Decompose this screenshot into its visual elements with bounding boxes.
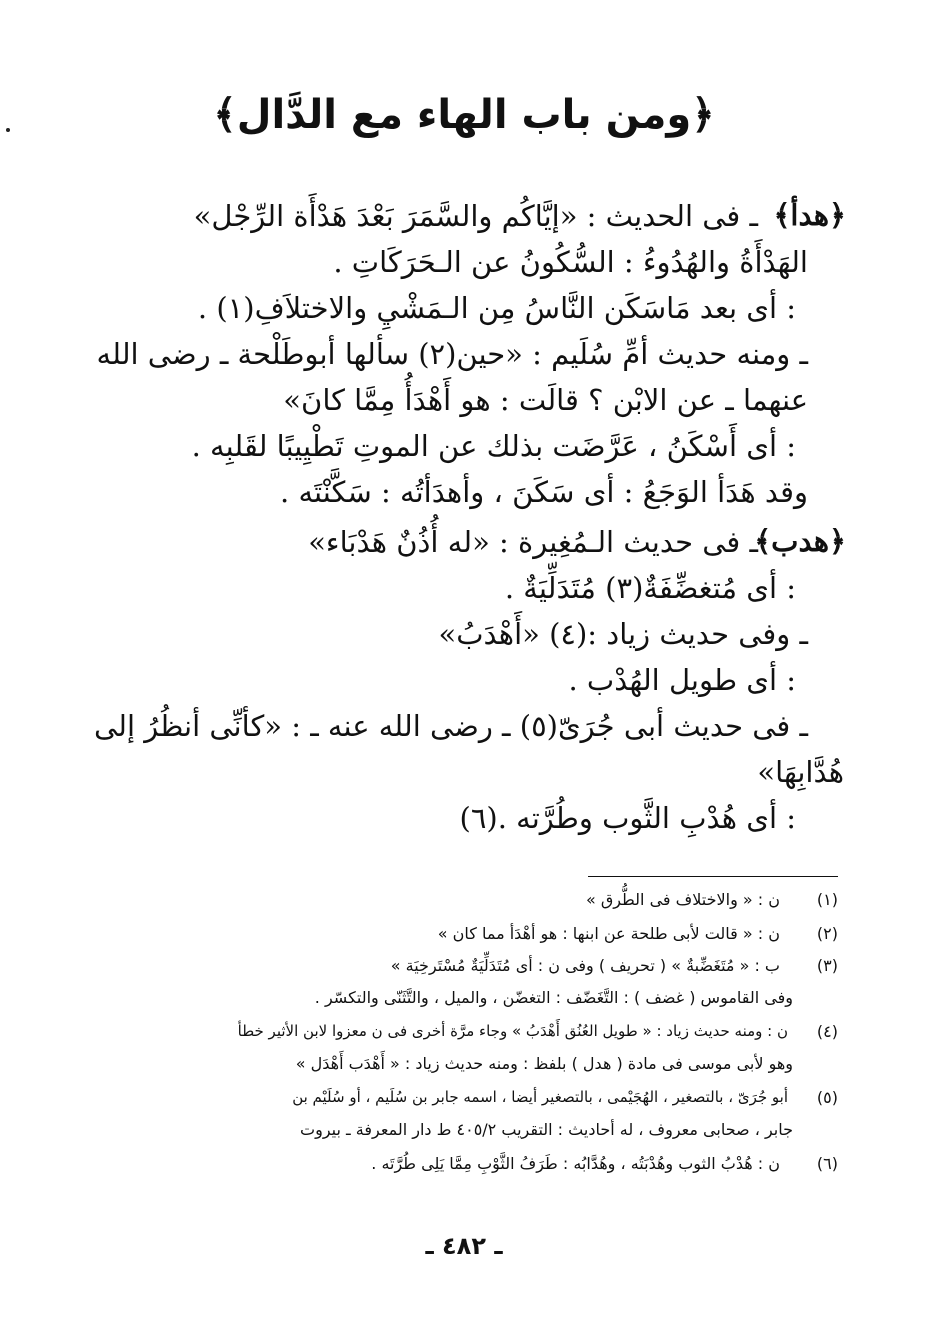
entry-line: وقد هَدَأ الوَجَعُ : أى سَكَنَ ، وأهدَأتُه : سَكَّنْتَه .	[280, 475, 808, 509]
footnote-text: ن : هُدْبُ الثوب وهُدْبَتُه ، وهُدَّابُه : طَرَفُ الثَّوْبِ مِمَّا يَلِى طُرَّتَه .	[371, 1154, 780, 1173]
footnote-text: ب : « مُتَغَضِّبةٌ » ( تحريف ) وفى ن : أى مُتَدَلِّيَةٌ مُسْتَرخِيَة »	[390, 956, 780, 975]
entry-line: : أى بعد مَاسَكَن النَّاسُ مِن الـمَشْيِ والاختلاَفِ(١) .	[197, 291, 796, 325]
entry-line: : أى مُتغضِّفَةٌ(٣) مُتَدَلِّيَةٌ .	[504, 571, 796, 605]
entry-line: : أى طويل الهُدْب .	[568, 663, 796, 697]
entry-line: : أى هُدْبِ الثَّوب وطُرَّته .(٦)	[459, 801, 796, 835]
footnote-text: ن : « والاختلاف فى الطُّرق »	[585, 890, 780, 909]
entry-line: ـ ومنه حديث أمِّ سُلَيم : «حين(٢) سألها أبوطَلْحة ـ رضى الله	[96, 337, 808, 371]
entry-line: ـ فى الحديث : «إيَّاكُم والسَّمَرَ بَعْدَ هَدْأَة الرِّجْل»	[193, 199, 758, 233]
footnote-continuation: وهو لأبى موسى فى مادة ( هدل ) بلفظ : ومنه حديث زياد : « أَهْدَب أَهْدَل »	[295, 1054, 793, 1073]
entry-line: ـ فى حديث أبى جُرَىّ(٥) ـ رضى الله عنه ـ : «كأنِّى أنظُرُ إلى	[93, 709, 808, 743]
entry-line: عنهما ـ عن الابْن ؟ قالَت : هو أَهْدَأُ مِمَّا كانَ»	[283, 383, 808, 417]
entry-line: الهَدْأَةُ والهُدُوءُ : السُّكُونُ عن الـحَرَكَاتِ .	[333, 245, 808, 279]
footnote-continuation: وفى القاموس ( غضف ) : التَّغَضّف : التغضّن ، والميل ، والتَّثَنّى والتكسّر .	[314, 988, 793, 1007]
footnote-number: (١)	[816, 890, 838, 909]
entry-keyword-hadab: ﴿هدب﴾	[754, 524, 846, 558]
footnote-number: (٦)	[816, 1154, 838, 1173]
footnote-text: ن : ومنه حديث زياد : « طويل العُنُق أَهْدَبُ » وجاء مرَّة أخرى فى ن معزوا لابن الأثير خطأ	[237, 1022, 788, 1040]
entry-keyword-hada: ﴿هدأ﴾	[773, 198, 846, 232]
footnote-text: أبو جُرَىّ ، بالتصغير ، الهُجَيْمى ، بالتصغير أيضا ، اسمه جابر بن سُلَيم ، أو سُلَيْم بن	[292, 1088, 788, 1106]
footnote-number: (٤)	[816, 1022, 838, 1041]
section-title: ﴿ومن باب الهاء مع الدَّال﴾	[213, 92, 715, 138]
footnote-number: (٢)	[816, 924, 838, 943]
footnote-text: ن : « قالت لأبى طلحة عن ابنها : هو أهْدَأ مما كان »	[437, 924, 780, 943]
footnote-number: (٣)	[816, 956, 838, 975]
entry-line: ـ وفى حديث زياد :(٤) «أَهْدَبُ»	[438, 617, 808, 651]
page-number: ـ ٤٨٢ ـ	[425, 1232, 503, 1260]
footnote-continuation: جابر ، صحابى معروف ، له أحاديث : التقريب ٤٠٥/٢ ط دار المعرفة ـ بيروت	[300, 1120, 793, 1139]
footnote-separator	[588, 876, 838, 877]
entry-line: : أى أَسْكَنُ ، عَرَّضَت بذلك عن الموتِ تَطْيِيبًا لقَلبِه .	[191, 429, 796, 463]
entry-line: هُدَّابِهَا»	[757, 755, 844, 789]
footnote-number: (٥)	[816, 1088, 838, 1107]
entry-line: ـ فى حديث الـمُغِيرة : «له أُذُنٌ هَدْبَاء»	[308, 525, 758, 559]
